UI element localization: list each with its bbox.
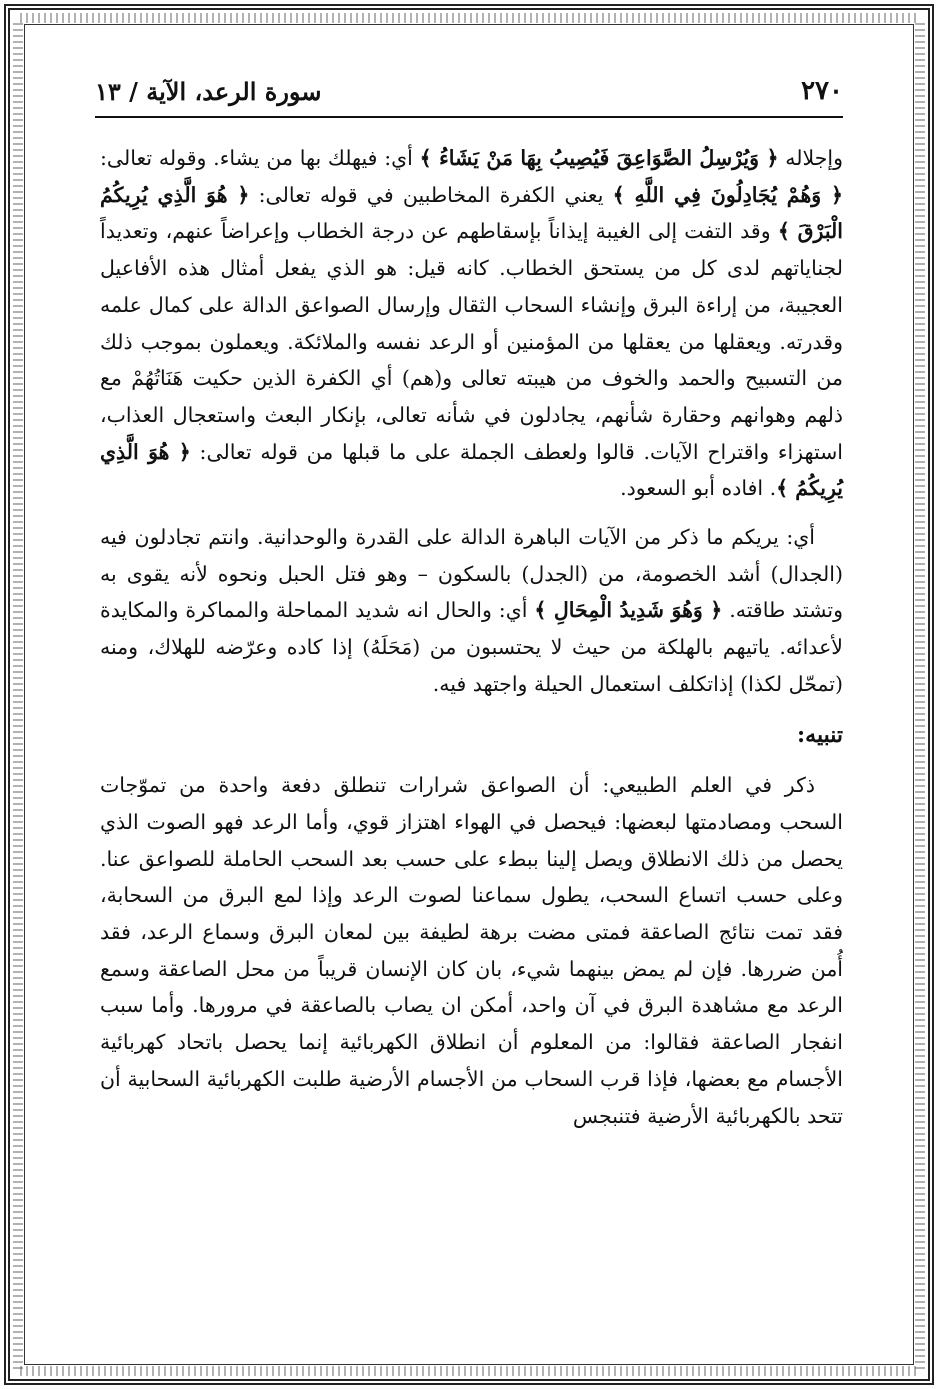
quran-verse: ﴿ هُوَ الَّذِي يُرِيكُمُ الْبَرْقَ ﴾ <box>100 182 843 244</box>
quran-verse: ﴿ وَهُمْ يُجَادِلُونَ فِي اللَّهِ ﴾ <box>612 182 844 207</box>
paragraph-1 <box>100 140 843 507</box>
border-ornament-right <box>915 20 925 1369</box>
page-number: ٢٧٠ <box>801 76 843 106</box>
quran-verse: ﴿ وَهُوَ شَدِيدُ الْمِحَالِ ﴾ <box>534 598 723 623</box>
paragraph-3 <box>100 767 843 1134</box>
text-segment: يعني الكفرة المخاطبين في قوله تعالى: <box>249 182 613 207</box>
border-ornament-left <box>13 20 23 1369</box>
page-body <box>100 140 843 1134</box>
section-heading: تنبيه: <box>797 721 843 748</box>
text-segment: أي: والحال انه شديد المماحلة والمماكرة والمكايدة لأعدائه. ياتيهم بالهلكة من حيث لا يحتسبون من (مَحَلَهُ) إذا كاده وعرّضه للهلاك، ومنه (تمحّل لكذا) إذاتكلف استعمال الحيلة واجتهد فيه. <box>100 598 843 696</box>
border-ornament-bottom <box>20 1366 918 1376</box>
quran-verse: ﴿ وَيُرْسِلُ الصَّوَاعِقَ فَيُصِيبُ بِهَا مَنْ يَشَاءُ ﴾ <box>419 146 779 170</box>
paragraph-2 <box>100 519 843 703</box>
text-segment: أي: فيهلك بها من يشاء. وقوله تعالى: <box>100 146 420 170</box>
text-segment: . افاده أبو السعود. <box>620 476 777 501</box>
text-segment: ذكر في العلم الطبيعي: أن الصواعق شرارات تنطلق دفعة واحدة من تموّجات السحب ومصادمتها لبعضها: فيحصل في الهواء اهتزاز قوي، وأما الرعد فهو الصوت الذي يحصل من ذلك الانطلاق ويصل إلينا ببطء على حسب بعد السحب الحاملة للصواعق عنا. وعلى حسب اتساع السحب، يطول سماعنا لصوت الرعد وإذا لمع البرق من السحابة، فقد تمت نتائج الصاعقة فمتى مضت برهة لطيفة بين لمعان البرق وسماع الرعد، فقد أُمن ضررها. فإن لم يمض بينهما شيء، بان كان الإنسان قريباً من محل الصاعقة وسمع الرعد مع مشاهدة البرق في آن واحد، أمكن ان يصاب بالصاعقة في مرورها. وأما سبب انفجار الصاعقة فقالوا: من المعلوم أن انطلاق الكهربائية إنما يحصل باتحاد كهربائية الأجسام مع بعضها، فإذا قرب السحاب من الأجسام الأرضية طلبت الكهربائية السحابية أن تتحد بالكهربائية الأرضية فتنبجس <box>100 773 843 1128</box>
text-segment: أي: يريكم ما ذكر من الآيات الباهرة الدالة على القدرة والوحدانية. وانتم تجادلون فيه (الجدال) أشد الخصومة، من (الجدل) بالسكون – وهو فتل الحبل ونحوه لأنه يقوى به وتشتد طاقته. <box>100 525 843 623</box>
page-header <box>95 66 843 118</box>
running-title: سورة الرعد، الآية / ١٣ <box>95 76 322 106</box>
text-segment: وإجلاله <box>778 146 843 170</box>
quran-verse: ﴿ هُوَ الَّذِي يُرِيكُمُ ﴾ <box>100 439 843 501</box>
text-segment: وقد التفت إلى الغيبة إيذاناً بإسقاطهم عن درجة الخطاب وإعراضاً عنهم، وتعديداً لجناياتهم لدى كل من يستحق الخطاب. كانه قيل: هو الذي يفعل أمثال هذه الأفاعيل العجيبة، من إراءة البرق وإنشاء السحاب الثقال وإرسال الصواعق الدالة على كمال علمه وقدرته. ويعقلها من يعقلها من المؤمنين أو الرعد نفسه والملائكة. ويعملون بموجب ذلك من التسبيح والحمد والخوف من هيبته تعالى و(هم) أي الكفرة الذين حكيت هَنَاتُهُمْ مع ذلهم وهوانهم وحقارة شأنهم، يجادلون في شأنه تعالى، بإنكار البعث واستعجال العذاب، استهزاء واقتراح الآيات. قالوا ولعطف الجملة على ما قبلها من قوله تعالى: <box>100 219 844 464</box>
border-ornament-top <box>20 13 918 23</box>
